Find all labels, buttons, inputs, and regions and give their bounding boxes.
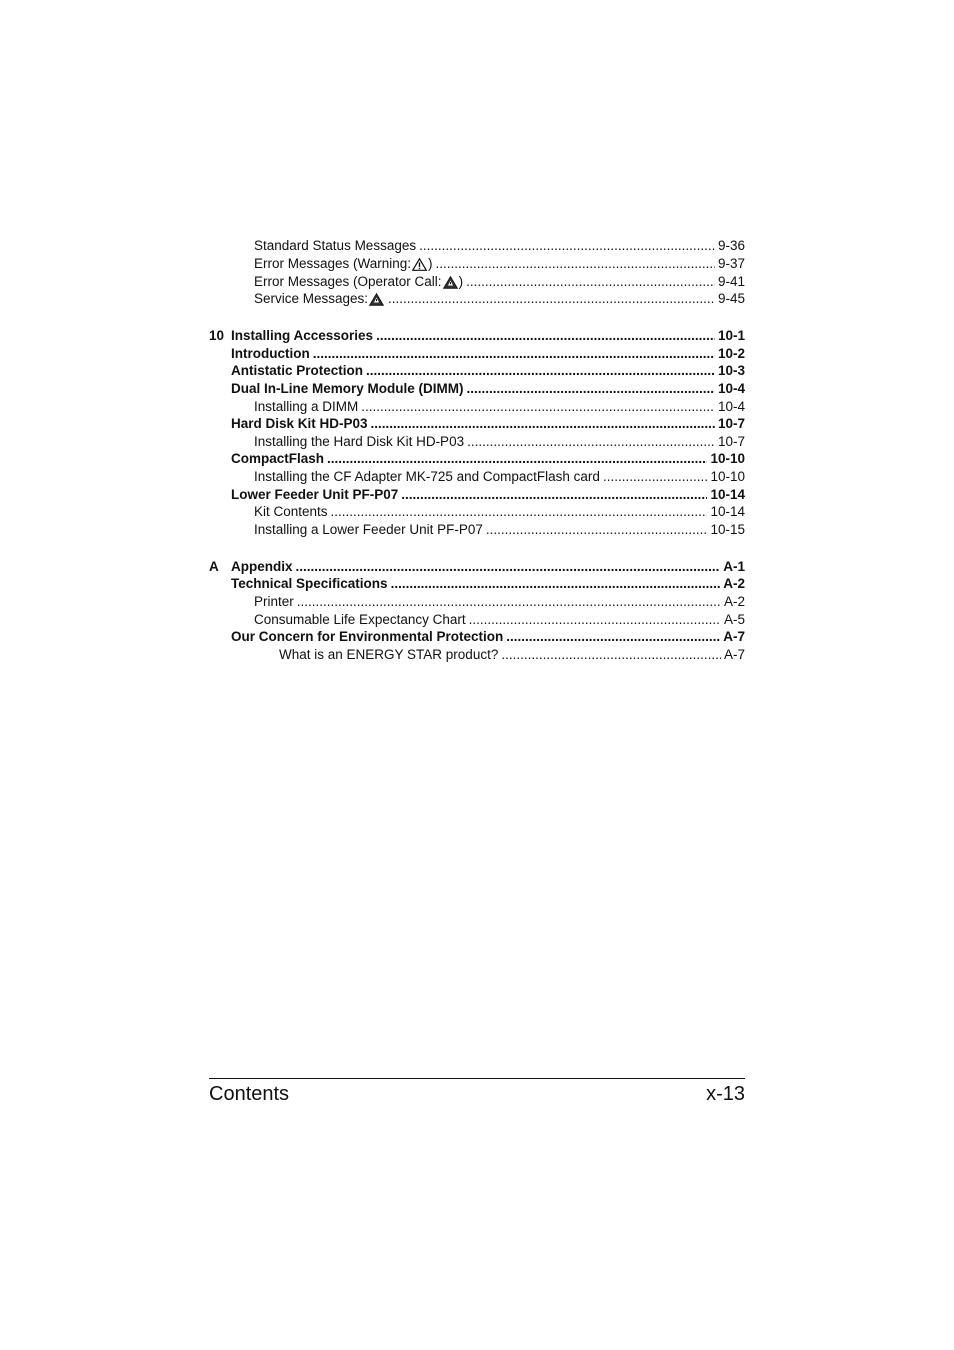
- toc-page-number: 9-37: [717, 256, 745, 271]
- toc-entry-label: Installing a Lower Feeder Unit PF-P07: [254, 522, 483, 537]
- toc-page-number: A-5: [723, 612, 745, 627]
- toc-page-number: 10-2: [717, 346, 745, 361]
- toc-entry-label: Service Messages:: [254, 291, 369, 306]
- toc-entry[interactable]: [209, 290, 745, 308]
- toc-entry-title: [279, 646, 498, 664]
- footer-rule: [209, 1078, 745, 1079]
- dot-leader: [366, 362, 715, 380]
- toc-entry-title: [231, 327, 373, 345]
- dot-leader: [401, 486, 707, 504]
- toc-entry-title: [231, 415, 368, 433]
- toc-entry-title: [254, 273, 463, 291]
- toc-entry-title: [231, 345, 310, 363]
- toc-entry-label: Standard Status Messages: [254, 238, 417, 253]
- toc-entry-label: Installing Accessories: [231, 328, 374, 343]
- toc-entry[interactable]: [209, 593, 745, 611]
- toc-page-number: 10-14: [710, 487, 745, 502]
- toc-entry-title: [231, 362, 363, 380]
- toc-page-number: 10-4: [717, 381, 745, 396]
- toc-entry[interactable]: [209, 486, 745, 504]
- toc-page-number: A-2: [723, 594, 745, 609]
- warning-filled-icon: [369, 293, 384, 306]
- toc-entry-label: Hard Disk Kit HD-P03: [231, 416, 368, 431]
- toc-entry-label: Technical Specifications: [231, 576, 388, 591]
- toc-page-number: 10-7: [717, 434, 745, 449]
- warning-filled-icon: [443, 276, 458, 289]
- toc-entry[interactable]: [209, 433, 745, 451]
- toc-entry-label: Consumable Life Expectancy Chart: [254, 612, 466, 627]
- dot-leader: [313, 345, 715, 363]
- dot-leader: [467, 433, 715, 451]
- dot-leader: [376, 327, 715, 345]
- toc-entry[interactable]: [209, 398, 745, 416]
- toc-entry-title: [231, 450, 324, 468]
- toc-entry-label: Our Concern for Environmental Protection: [231, 629, 504, 644]
- toc-entry[interactable]: [209, 255, 745, 273]
- dot-leader: [466, 273, 715, 291]
- dot-leader: [297, 593, 721, 611]
- toc-entry[interactable]: [209, 450, 745, 468]
- toc-entry-title: [231, 380, 464, 398]
- toc-entry-label: Dual In-Line Memory Module (DIMM): [231, 381, 464, 396]
- dot-leader: [419, 237, 715, 255]
- toc-entry-label: Antistatic Protection: [231, 363, 364, 378]
- toc-entry[interactable]: [209, 611, 745, 629]
- toc-page-number: A-2: [723, 576, 745, 591]
- dot-leader: [361, 398, 715, 416]
- toc-entry-label: Installing the Hard Disk Kit HD-P03: [254, 434, 465, 449]
- dot-leader: [469, 611, 721, 629]
- toc-entry-label: Installing a DIMM: [254, 399, 359, 414]
- toc-entry[interactable]: [209, 646, 745, 664]
- toc-entry-label: Printer: [254, 594, 294, 609]
- chapter-number: A: [209, 559, 219, 574]
- toc-entry-title: [254, 433, 464, 451]
- toc-page-number: 10-15: [710, 522, 745, 537]
- toc-entry[interactable]: [209, 273, 745, 291]
- toc-entry-title: [231, 575, 388, 593]
- chapter-number: 10: [209, 328, 225, 343]
- toc-entry[interactable]: [209, 521, 745, 539]
- toc-entry-title: [254, 255, 433, 273]
- toc-entry-title: [231, 486, 398, 504]
- toc-entry-title: [254, 398, 358, 416]
- toc-entry-label: What is an ENERGY STAR product?: [279, 647, 499, 662]
- toc-entry-title: [231, 558, 293, 576]
- toc-entry-title: [254, 611, 466, 629]
- toc-page-number: 10-10: [710, 451, 745, 466]
- toc-page-number: 9-45: [717, 291, 745, 306]
- dot-leader: [327, 450, 707, 468]
- toc-entry-label: CompactFlash: [231, 451, 325, 466]
- dot-leader: [391, 575, 721, 593]
- toc-entry-label: Error Messages (Operator Call:: [254, 274, 442, 289]
- toc-entry-title: [254, 593, 294, 611]
- toc-entry[interactable]: [209, 327, 745, 345]
- dot-leader: [501, 646, 721, 664]
- dot-leader: [436, 255, 715, 273]
- toc-entry-title: [254, 237, 416, 255]
- toc-entry-title: [254, 503, 328, 521]
- toc-entry[interactable]: [209, 628, 745, 646]
- footer-page-number: x-13: [706, 1083, 745, 1105]
- toc-entry[interactable]: [209, 345, 745, 363]
- toc-page-number: 10-4: [717, 399, 745, 414]
- dot-leader: [331, 503, 708, 521]
- toc-entry-label: Appendix: [231, 559, 293, 574]
- toc-entry-title: [254, 468, 600, 486]
- toc-page-number: 10-7: [717, 416, 745, 431]
- toc-entry[interactable]: [209, 558, 745, 576]
- toc-page-number: 10-10: [710, 469, 745, 484]
- toc-page-number: 9-41: [717, 274, 745, 289]
- toc-entry-title: [254, 521, 483, 539]
- toc-page-number: 10-1: [717, 328, 745, 343]
- dot-leader: [388, 290, 715, 308]
- footer-title: Contents: [209, 1083, 290, 1105]
- toc-entry-label: Introduction: [231, 346, 310, 361]
- dot-leader: [486, 521, 708, 539]
- dot-leader: [603, 468, 708, 486]
- toc-page-number: A-7: [723, 647, 745, 662]
- warning-outline-icon: [412, 258, 427, 271]
- toc-entry-suffix: ): [428, 256, 433, 271]
- dot-leader: [296, 558, 721, 576]
- dot-leader: [467, 380, 715, 398]
- toc-entry[interactable]: [209, 380, 745, 398]
- toc-page-number: A-1: [723, 559, 745, 574]
- toc-entry[interactable]: [209, 503, 745, 521]
- toc-page-number: 10-3: [717, 363, 745, 378]
- toc-page-number: 9-36: [717, 238, 745, 253]
- toc-entry[interactable]: [209, 415, 745, 433]
- toc-entry-label: Lower Feeder Unit PF-P07: [231, 487, 399, 502]
- toc-entry[interactable]: [209, 575, 745, 593]
- toc-page-number: A-7: [723, 629, 745, 644]
- dot-leader: [371, 415, 715, 433]
- toc-entry-title: [254, 290, 385, 308]
- toc-entry-title: [231, 628, 503, 646]
- toc-entry[interactable]: [209, 468, 745, 486]
- toc-entry-label: Kit Contents: [254, 504, 328, 519]
- dot-leader: [506, 628, 720, 646]
- toc-entry[interactable]: [209, 362, 745, 380]
- toc-entry[interactable]: [209, 237, 745, 255]
- toc-entry-label: Installing the CF Adapter MK-725 and CompactFlash card: [254, 469, 600, 484]
- toc-entry-label: Error Messages (Warning:: [254, 256, 412, 271]
- toc-page-number: 10-14: [710, 504, 745, 519]
- toc-entry-suffix: ): [458, 274, 464, 289]
